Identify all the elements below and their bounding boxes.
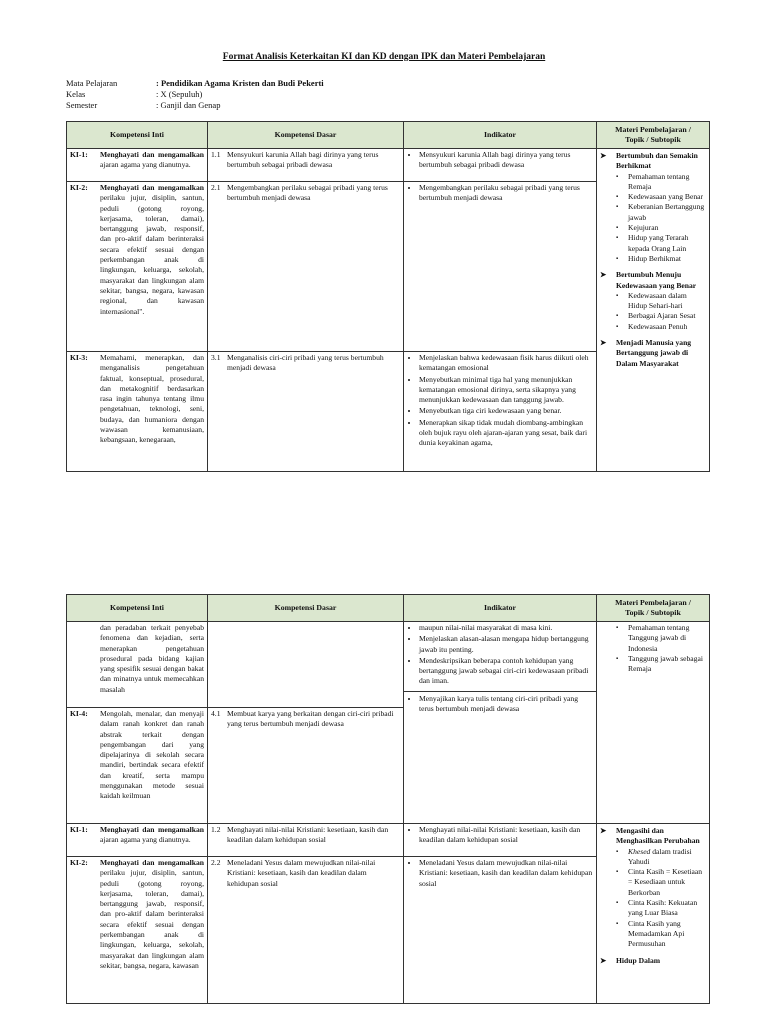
list-item: • Mensyukuri karunia Allah bagi dirinya yang terus bertumbuh sebagai pribadi dewasa	[419, 150, 593, 171]
materi-topic-title: Mengasihi dan Menghasilkan Perubahan	[616, 826, 700, 846]
header-kd: Kompetensi Dasar	[208, 122, 404, 149]
ki-body: ajaran agama yang dianutnya.	[100, 835, 191, 845]
indikator-cell	[404, 149, 597, 182]
ki-code	[70, 623, 100, 695]
meta-label: Kelas	[66, 89, 86, 99]
kd-text: Mensyukuri karunia Allah bagi dirinya yang terus bertumbuh sebagai pribadi dewasa	[227, 150, 379, 170]
analysis-table-1	[66, 121, 710, 472]
materi-topic	[600, 956, 706, 966]
materi-cell	[597, 622, 710, 824]
table-header-row	[67, 595, 710, 622]
meta-label: Semester	[66, 100, 98, 110]
arrow-right-icon: ➤	[600, 270, 607, 280]
list-item	[628, 847, 706, 868]
meta-value: : Pendidikan Agama Kristen dan Budi Pekerti	[156, 78, 324, 88]
page-title: Format Analisis Keterkaitan KI dan KD dengan IPK dan Materi Pembelajaran	[222, 52, 546, 62]
meta-subject	[66, 78, 324, 89]
ki-body: perilaku jujur, disiplin, santun, peduli (gotong royong, kerjasama, toleran, damai), bertanggung jawab, responsif, dan pro-aktif dalam berinteraksi secara efektif sesuai dengan perkembangan anak di lingkungan, keluarga, sekolah, masyarakat dan lingkungan alam sekitar, bangsa, negara, kawasan regional, dan kawasan internasional".	[100, 193, 204, 316]
ki-text	[100, 858, 204, 1002]
header-materi	[597, 122, 710, 149]
kd-number: 2.1	[211, 183, 221, 192]
ki-cell	[67, 352, 208, 472]
meta-value: : X (Sepuluh)	[156, 89, 203, 99]
list-item: • Menyebutkan tiga ciri kedewasaan yang benar.	[419, 406, 593, 416]
ki-text: dan peradaban terkait penyebab fenomena dan kejadian, serta menerapkan pengetahuan prosedural pada bidang kajian yang spesifik sesuai dengan bakat dan minatnya untuk memecahkan masalah	[100, 623, 204, 694]
list-item: ▪ Pemahaman tentang Tanggung jawab di Indonesia	[628, 623, 706, 654]
list-item: • Mengembangkan perilaku sebagai pribadi yang terus bertumbuh menjadi dewasa	[419, 183, 593, 204]
header-indikator: Indikator	[404, 122, 597, 149]
ki-text: Memahami, menerapkan, dan menganalisis pengetahuan faktual, konseptual, prosedural, dan metakognitif berdasarkan rasa ingin tahunya tentang ilmu pengetahuan, teknologi, seni, budaya, dan humaniora dengan wawasan kemanusiaan, kebangsaan, kenegaraan,	[100, 353, 204, 445]
list-item: ▪ Berbagai Ajaran Sesat	[628, 311, 706, 321]
header-materi	[597, 595, 710, 622]
ki-lead: Menghayati dan mengamalkan	[100, 825, 204, 834]
ki-cell	[67, 824, 208, 857]
kd-cell	[208, 622, 404, 708]
ki-body: ajaran agama yang dianutnya.	[100, 160, 191, 170]
header-ki: Kompetensi Inti	[67, 595, 208, 622]
materi-topic	[600, 270, 706, 291]
kd-number: 1.2	[211, 825, 221, 834]
materi-subtopics	[600, 623, 706, 674]
list-item: • Mendeskripsikan beberapa contoh kehidupan yang bertanggung jawab sebagai ciri-ciri kedewasaan pribadi dan iman.	[419, 656, 593, 687]
materi-topic-title: Bertumbuh dan Semakin Berhikmat	[616, 151, 698, 171]
kd-cell	[208, 857, 404, 1004]
ki-cell	[67, 149, 208, 182]
ki-cell	[67, 182, 208, 352]
ki-text: Mengolah, menalar, dan menyaji dalam ranah konkret dan ranah abstrak terkait dengan pengembangan dari yang dipelajarinya di sekolah secara mandiri, bertindak secara efektif dan kreatif, serta mampu menggunakan metode sesuai kaidah keilmuan	[100, 709, 204, 801]
kd-cell	[208, 182, 404, 352]
term-rest: dalam tradisi Yahudi	[628, 846, 692, 866]
materi-topic	[600, 151, 706, 172]
list-item: • Menyajikan karya tulis tentang ciri-ciri pribadi yang terus bertumbuh menjadi dewasa	[419, 694, 593, 715]
ki-lead: Menghayati dan mengamalkan	[100, 150, 204, 159]
ki-lead: Menghayati dan mengamalkan	[100, 858, 204, 867]
ki-body: perilaku jujur, disiplin, santun, peduli (gotong royong, kerjasama, toleran, damai), bertanggung jawab, responsif, dan pro-aktif dalam berinteraksi secara efektif sesuai dengan perkembangan anak di lingkungan, keluarga, sekolah, masyarakat dan lingkungan alam sekitar, bangsa, negara, kawasan	[100, 868, 204, 970]
list-item: ▪ Kedewasaan dalam Hidup Sehari-hari	[628, 291, 706, 312]
list-item: ▪ Hidup yang Terarah kepada Orang Lain	[628, 233, 706, 254]
ki-cell	[67, 857, 208, 1004]
list-item: • Meneladani Yesus dalam mewujudkan nilai-nilai Kristiani: kesetiaan, kasih dan keadilan dalam kehidupan sosial	[419, 858, 593, 889]
table-row	[67, 622, 710, 708]
indikator-cell	[404, 857, 597, 1004]
list-item: ▪ Tanggung jawab sebagai Remaja	[628, 654, 706, 675]
italic-term: Khesed	[628, 846, 651, 856]
kd-text: Membuat karya yang berkaitan dengan ciri-ciri pribadi yang terus bertumbuh menjadi dewasa	[227, 709, 394, 729]
kd-number: 3.1	[211, 353, 221, 362]
list-item: • Menjelaskan alasan-alasan mengapa hidup bertanggung jawab itu penting.	[419, 634, 593, 655]
kd-number: 1.1	[211, 150, 221, 159]
kd-text: Mengembangkan perilaku sebagai pribadi yang terus bertumbuh menjadi dewasa	[227, 183, 388, 203]
header-materi-line2: Topik / Subtopik	[625, 135, 681, 144]
header-ki: Kompetensi Inti	[67, 122, 208, 149]
arrow-right-icon: ➤	[600, 955, 607, 965]
indikator-cell	[404, 182, 597, 352]
materi-subtopics	[600, 847, 706, 950]
ki-text	[100, 183, 204, 317]
list-item: ▪ Pemahaman tentang Remaja	[628, 172, 706, 193]
header-materi-line1: Materi Pembelajaran /	[615, 597, 691, 607]
meta-value: : Ganjil dan Genap	[156, 100, 221, 110]
materi-topic-title: Bertumbuh Menuju Kedewasaan yang Benar	[616, 270, 697, 290]
kd-text: Menghayati nilai-nilai Kristiani: kesetiaan, kasih dan keadilan dalam kehidupan sosial	[227, 825, 389, 845]
header-materi-line1: Materi Pembelajaran /	[615, 124, 691, 134]
kd-number: 4.1	[211, 709, 221, 718]
kd-cell	[208, 352, 404, 472]
kd-number: 2.2	[211, 858, 221, 867]
table-header-row	[67, 122, 710, 149]
materi-cell	[597, 149, 710, 472]
list-item: ▪ Kejujuran	[628, 223, 706, 233]
ki-cell	[67, 622, 208, 708]
list-item: • Menyebutkan minimal tiga hal yang menunjukkan kematangan emosional dirinya, serta sikapnya yang menunjukkan kedewasaan dan tanggung jawab.	[419, 375, 593, 406]
kd-cell	[208, 149, 404, 182]
meta-class	[66, 89, 324, 100]
indikator-cell	[404, 622, 597, 824]
ki-code: KI-1:	[70, 825, 88, 834]
analysis-table-2	[66, 594, 710, 1004]
ki-code: KI-2:	[70, 183, 88, 192]
arrow-right-icon: ➤	[600, 338, 607, 348]
header-kd: Kompetensi Dasar	[208, 595, 404, 622]
materi-cell	[597, 824, 710, 1004]
list-item: ▪ Kedewasaan yang Benar	[628, 192, 706, 202]
list-item: ▪ Keberanian Bertanggung jawab	[628, 202, 706, 223]
list-item: ▪ Cinta Kasih: Kekuatan yang Luar Biasa	[628, 898, 706, 919]
ki-code: KI-1:	[70, 150, 88, 159]
kd-cell	[208, 708, 404, 824]
document-meta	[66, 78, 324, 111]
table-row	[67, 824, 710, 857]
ki-code: KI-4:	[70, 709, 88, 718]
meta-semester	[66, 100, 324, 111]
header-materi-line2: Topik / Subtopik	[625, 608, 681, 617]
ki-text	[100, 150, 204, 171]
materi-subtopics	[600, 291, 706, 332]
list-item: • Menerapkan sikap tidak mudah diombang-ambingkan oleh bujuk rayu oleh ajaran-ajaran yang sesat, baik dari dunia keyakinan agama,	[419, 418, 593, 449]
list-item: ▪ Cinta Kasih = Kesetiaan = Kesediaan untuk Berkorban	[628, 867, 706, 898]
indikator-cell	[404, 352, 597, 472]
list-item: ▪ Cinta Kasih yang Memadamkan Api Permusuhan	[628, 919, 706, 950]
list-item: • Menjelaskan bahwa kedewasaan fisik harus diikuti oleh kematangan emosional	[419, 353, 593, 374]
indikator-cell	[404, 824, 597, 857]
materi-topic	[600, 826, 706, 847]
ki-cell	[67, 708, 208, 824]
ki-lead: Menghayati dan mengamalkan	[100, 183, 204, 192]
list-item: ▪ Hidup Berhikmat	[628, 254, 706, 264]
ki-code: KI-2:	[70, 858, 88, 867]
list-item: • Menghayati nilai-nilai Kristiani: kesetiaan, kasih dan keadilan dalam kehidupan sosial	[419, 825, 593, 846]
materi-subtopics	[600, 172, 706, 265]
ki-text	[100, 825, 204, 846]
kd-text: Menganalisis ciri-ciri pribadi yang terus bertumbuh menjadi dewasa	[227, 353, 384, 373]
list-item: ▪ Kedewasaan Penuh	[628, 322, 706, 332]
arrow-right-icon: ➤	[600, 151, 607, 160]
table-row	[67, 149, 710, 182]
list-item: • maupun nilai-nilai masyarakat di masa kini.	[419, 623, 593, 633]
kd-cell	[208, 824, 404, 857]
kd-text: Meneladani Yesus dalam mewujudkan nilai-nilai Kristiani: kesetiaan, kasih dan keadilan dalam kehidupan sosial	[227, 858, 376, 888]
arrow-right-icon: ➤	[600, 826, 607, 835]
meta-label: Mata Pelajaran	[66, 78, 118, 88]
materi-topic-title: Hidup Dalam	[616, 955, 661, 965]
ki-code: KI-3:	[70, 353, 88, 362]
materi-topic	[600, 338, 706, 369]
header-indikator: Indikator	[404, 595, 597, 622]
materi-topic-title: Menjadi Manusia yang Bertanggung jawab di Dalam Masyarakat	[616, 338, 692, 368]
